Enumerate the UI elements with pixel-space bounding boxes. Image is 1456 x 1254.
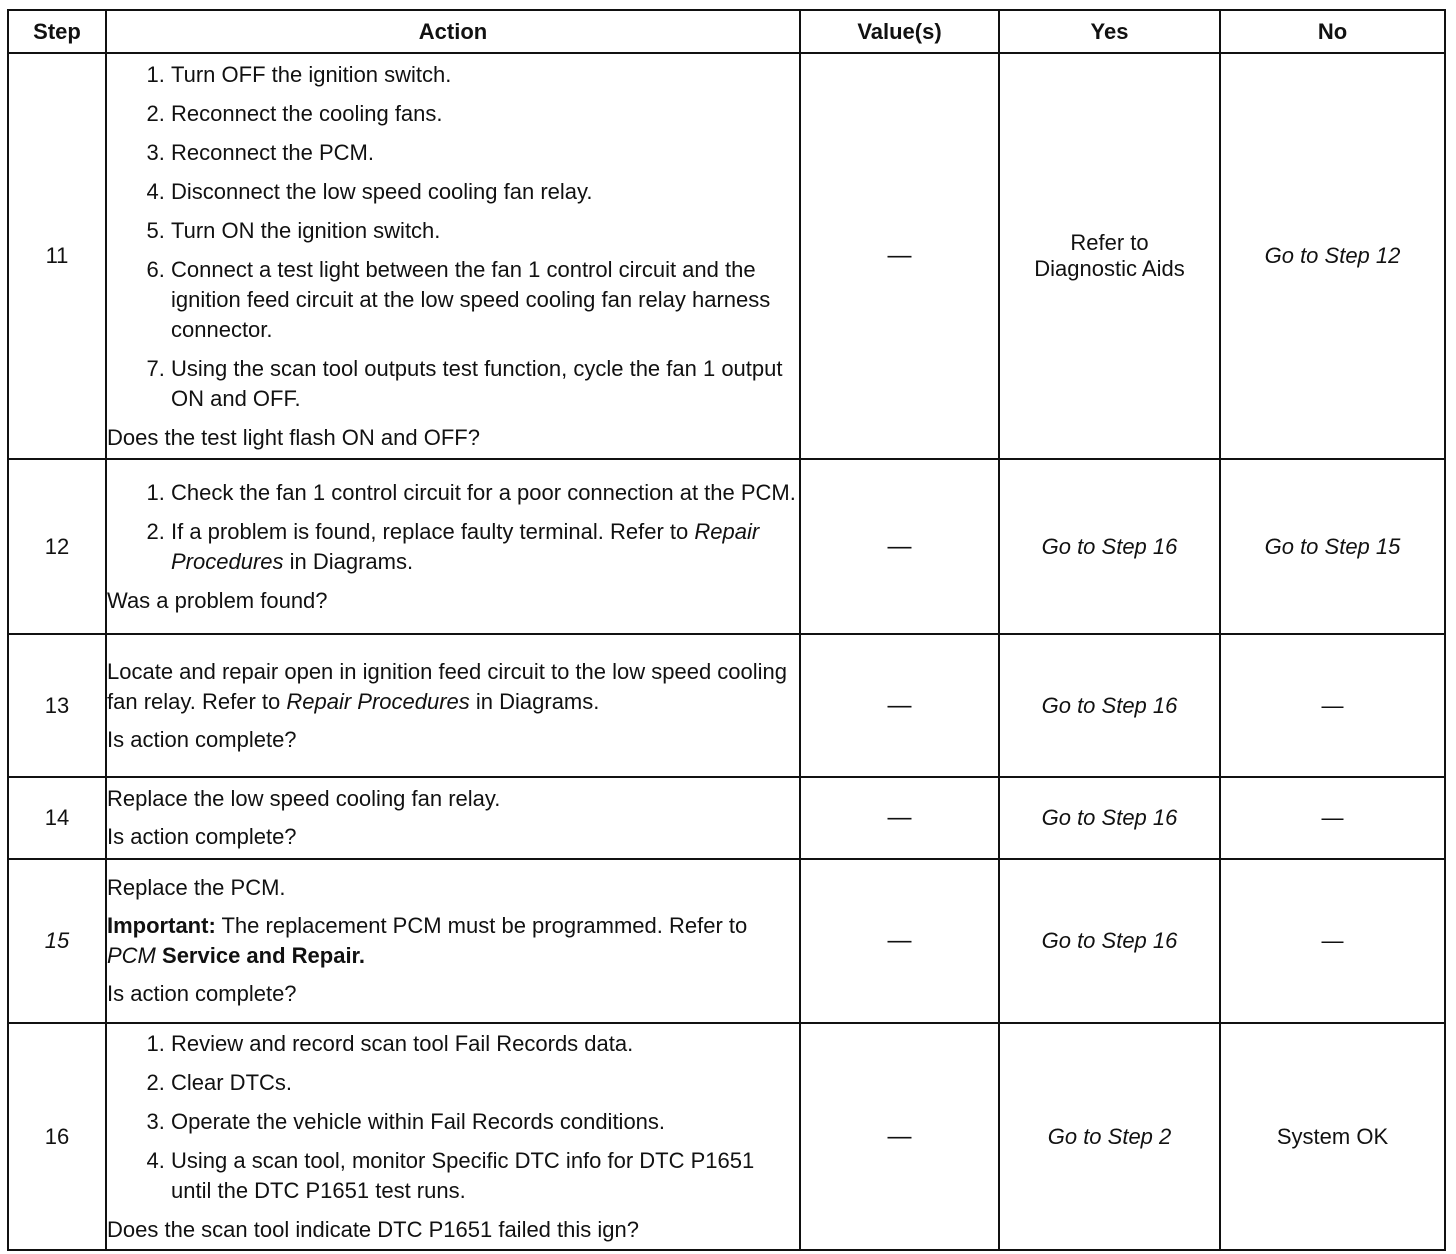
repair-procedures-reference: Repair Procedures	[171, 518, 760, 574]
table-row-step-14	[8, 777, 1445, 859]
no-cell: —	[1220, 634, 1445, 777]
important-note	[107, 911, 799, 971]
yes-cell: Go to Step 16	[999, 859, 1220, 1023]
action-step: 2. Reconnect the cooling fans.	[171, 99, 799, 129]
action-step	[171, 517, 799, 577]
no-cell: Go to Step 15	[1220, 459, 1445, 634]
pcm-reference: PCM	[107, 943, 156, 968]
action-step: 6. Connect a test light between the fan 1 control circuit and the ignition feed circuit at the low speed cooling fan relay harness connector.	[171, 255, 799, 345]
action-step: 7. Using the scan tool outputs test function, cycle the fan 1 output ON and OFF.	[171, 354, 799, 414]
yes-cell: Refer to Diagnostic Aids	[999, 53, 1220, 459]
no-cell: —	[1220, 859, 1445, 1023]
table-row-step-11	[8, 53, 1445, 459]
header-step: Step	[8, 10, 106, 53]
no-cell: System OK	[1220, 1023, 1445, 1250]
table-row-step-15	[8, 859, 1445, 1023]
service-repair-reference: Service and Repair.	[162, 943, 366, 968]
action-text: Replace the low speed cooling fan relay.	[107, 786, 501, 811]
action-step: 1. Review and record scan tool Fail Records data.	[171, 1029, 799, 1059]
action-step: 1. Turn OFF the ignition switch.	[171, 60, 799, 90]
important-text: The replacement PCM must be programmed. Refer to	[215, 913, 748, 938]
action-step: 4. Using a scan tool, monitor Specific DTC info for DTC P1651 until the DTC P1651 test runs.	[171, 1146, 799, 1206]
step-number: 11	[8, 53, 106, 459]
value-cell: —	[800, 459, 999, 634]
yes-cell: Go to Step 16	[999, 634, 1220, 777]
action-steps-list	[107, 478, 799, 577]
value-cell: —	[800, 1023, 999, 1250]
action-question: Is action complete?	[107, 726, 297, 752]
header-action: Action	[106, 10, 800, 53]
action-step: 4. Disconnect the low speed cooling fan relay.	[171, 177, 799, 207]
action-cell	[106, 459, 800, 634]
action-steps-list	[107, 60, 799, 414]
action-cell	[106, 859, 800, 1023]
action-question: Does the scan tool indicate DTC P1651 failed this ign?	[107, 1216, 639, 1242]
action-text-part: in Diagrams.	[469, 688, 600, 714]
step-number: 14	[8, 777, 106, 859]
step-number: 16	[8, 1023, 106, 1250]
value-cell: —	[800, 53, 999, 459]
header-no: No	[1220, 10, 1445, 53]
no-cell: —	[1220, 777, 1445, 859]
action-step: 1. Check the fan 1 control circuit for a poor connection at the PCM.	[171, 478, 799, 508]
action-steps-list	[107, 1029, 799, 1206]
action-cell	[106, 634, 800, 777]
value-cell: —	[800, 634, 999, 777]
action-question: Is action complete?	[107, 981, 297, 1006]
action-text	[107, 657, 799, 717]
action-question: Was a problem found?	[107, 587, 328, 613]
important-label: Important:	[107, 913, 216, 938]
action-step: 3. Reconnect the PCM.	[171, 138, 799, 168]
action-step: 2. Clear DTCs.	[171, 1068, 799, 1098]
action-question: Does the test light flash ON and OFF?	[107, 424, 480, 450]
action-text: Replace the PCM.	[107, 875, 286, 900]
action-cell	[106, 777, 800, 859]
yes-cell: Go to Step 16	[999, 459, 1220, 634]
table-row-step-16	[8, 1023, 1445, 1250]
action-step: 5. Turn ON the ignition switch.	[171, 216, 799, 246]
yes-cell: Go to Step 2	[999, 1023, 1220, 1250]
step-number: 13	[8, 634, 106, 777]
action-cell	[106, 53, 800, 459]
action-text: in Diagrams.	[283, 548, 414, 574]
value-cell: —	[800, 777, 999, 859]
repair-procedures-reference: Repair Procedures	[286, 688, 470, 714]
diagnostic-table	[7, 9, 1446, 1251]
header-yes: Yes	[999, 10, 1220, 53]
action-text: If a problem is found, replace faulty terminal. Refer to	[171, 518, 695, 544]
header-values: Value(s)	[800, 10, 999, 53]
action-question: Is action complete?	[107, 824, 297, 849]
yes-cell: Go to Step 16	[999, 777, 1220, 859]
action-cell	[106, 1023, 800, 1250]
action-step: 3. Operate the vehicle within Fail Records conditions.	[171, 1107, 799, 1137]
value-cell: —	[800, 859, 999, 1023]
no-cell: Go to Step 12	[1220, 53, 1445, 459]
step-number: 12	[8, 459, 106, 634]
header-row	[8, 10, 1445, 53]
table-row-step-12	[8, 459, 1445, 634]
step-number: 15	[8, 859, 106, 1023]
action-text-part: Locate and repair open in ignition feed circuit to the low speed cooling fan relay. Refer to	[107, 658, 788, 714]
table-row-step-13	[8, 634, 1445, 777]
